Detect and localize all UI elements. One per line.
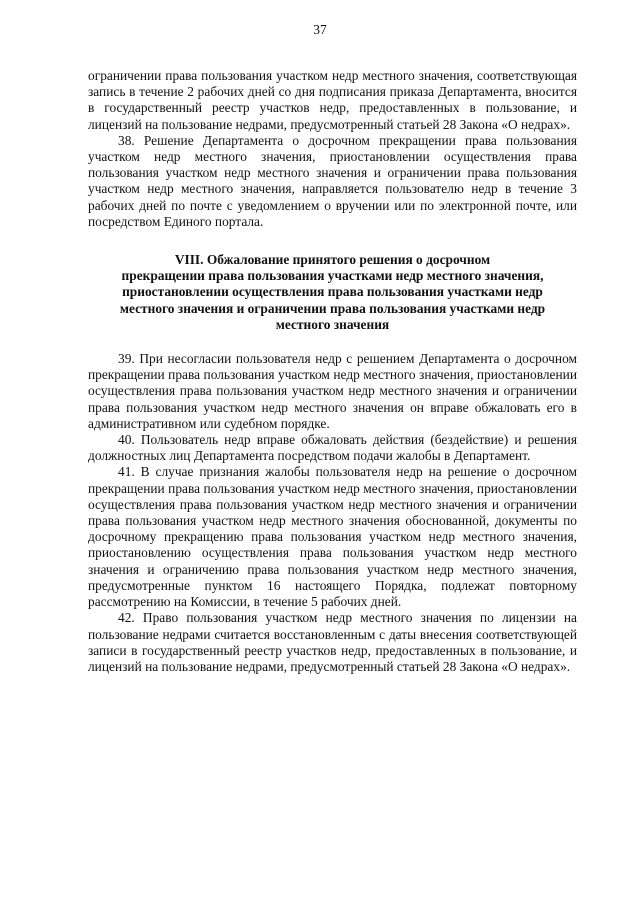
document-body [88,68,577,675]
section-heading-line: приостановлении осуществления права пользования участками недр [122,284,543,300]
paragraph-38: 38. Решение Департамента о досрочном прекращении права пользования участком недр местного значения, приостановлении осуществления права пользования участком недр местного значения и ограничении права пользования участком недр местного значения, направляется пользователю недр в течение 3 рабочих дней по почте с уведомлением о вручении или по электронной почте, или посредством Единого портала. [88,132,577,229]
section-heading-line: прекращении права пользования участками недр местного значения, [121,268,544,284]
section-heading-line: местного значения и ограничении права пользования участками недр [119,300,546,316]
paragraph-41: 41. В случае признания жалобы пользователя недр на решение о досрочном прекращении права пользования участком недр местного значения, приостановлении осуществления права пользования участком недр местного значения и ограничении права пользования участком недр местного значения обоснованной, документы по досрочному прекращению права пользования участком недр местного значения, приостановлению осуществления права пользования участком недр местного значения и ограничению права пользования участком недр местного значения, предусмотренные пунктом 16 настоящего Порядка, подлежат повторному рассмотрению на Комиссии, в течение 5 рабочих дней. [88,464,577,610]
section-heading-line: местного значения [275,316,390,332]
section-heading-line: VIII. Обжалование принятого решения о досрочном [174,252,491,268]
page-number: 37 [313,22,327,37]
paragraph-40: 40. Пользователь недр вправе обжаловать действия (бездействие) и решения должностных лиц Департамента посредством подачи жалобы в Департамент. [88,432,577,464]
paragraph-37-continuation: ограничении права пользования участком недр местного значения, соответствующая запись в течение 2 рабочих дней со дня подписания приказа Департамента, вносится в государственный реестр участков недр, предоставленных в пользование, и лицензий на пользование недрами, предусмотренный статьей 28 Закона «О недрах». [88,68,577,132]
paragraph-42: 42. Право пользования участком недр местного значения по лицензии на пользование недрами считается восстановленным с даты внесения соответствующей записи в государственный реестр участков недр, предоставленных в пользование, и лицензий на пользование недрами, предусмотренный статьей 28 Закона «О недрах». [88,610,577,674]
section-heading-viii [88,252,577,333]
paragraph-39: 39. При несогласии пользователя недр с решением Департамента о досрочном прекращении права пользования участком недр местного значения, приостановлении осуществления права пользования участком недр местного значения и ограничении права пользования участком недр местного значения он вправе обжаловать его в административном или судебном порядке. [88,351,577,431]
